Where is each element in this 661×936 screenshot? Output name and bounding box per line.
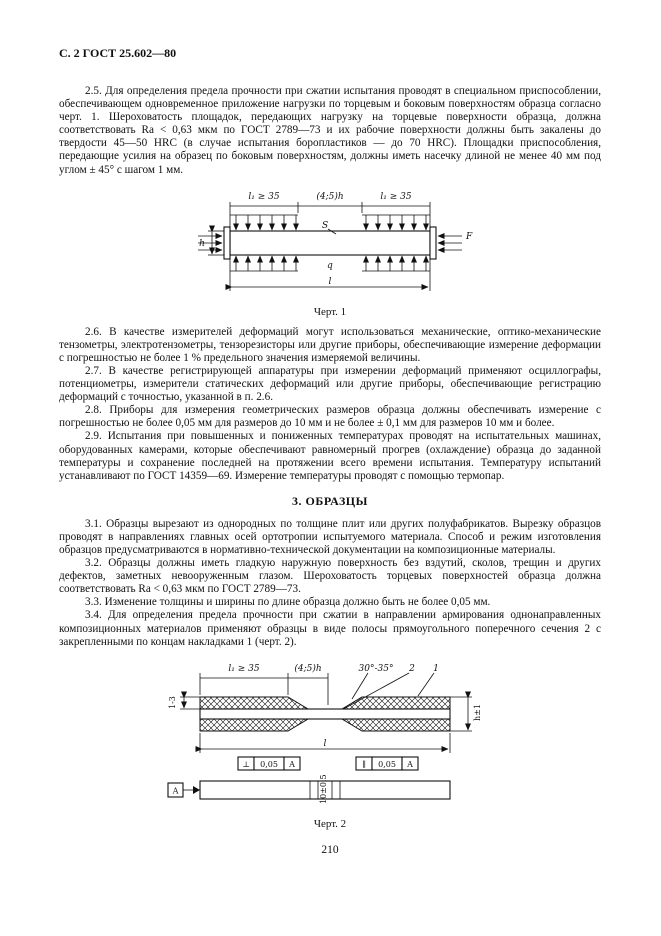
fig2-tolerance-frame-parallel (356, 757, 418, 770)
paragraph-2-8: 2.8. Приборы для измерения геометрических размеров образца должны обеспечивать измерение с погрешностью не более 0,05 мм для размеров до 10 мм и не более ± 0,1 мм для размеров 10 мм и более. (59, 404, 601, 430)
paragraph-2-5: 2.5. Для определения предела прочности при сжатии испытания проводят в специальном приспособлении, обеспечивающем одновременное приложение нагрузки по торцевым и боковым поверхностям образца согласно черт. 1. Шероховатость площадок, передающих нагрузку на торцевые поверхности образца, должна соответствовать Ra < 0,63 мкм по ГОСТ 2789—73 и их рабочие поверхности должны быть закалены до твердости 45—50 HRC (в случае испытания боропластиков — до 70 HRC). Площадки приспособления, передающие усилия на образец по боковым поверхностям, должны иметь насечку длиной не менее 40 мм под углом ± 45° с шагом 1 мм. (59, 85, 601, 176)
fig2-tolerance-frame-perpendicular (238, 757, 300, 770)
page-header: С. 2 ГОСТ 25.602—80 (59, 46, 177, 60)
fig2-datum-label: А (172, 786, 179, 796)
figure-1 (59, 187, 601, 318)
fig1-dim-mid-label: (4;5)h (316, 191, 344, 202)
fig2-part-strip-label: 2 (409, 663, 415, 674)
figure-2-caption: Черт. 2 (313, 817, 347, 830)
fig2-datum (168, 783, 200, 797)
fig1-length-label: l (328, 276, 332, 287)
section-3-title: 3. ОБРАЗЦЫ (292, 493, 368, 508)
figure-1-drawing (180, 187, 480, 299)
fig1-force-label: F (466, 231, 473, 242)
fig2-dim-left-label: l₁ ≥ 35 (228, 663, 260, 674)
fig2-height-dimension (450, 697, 482, 731)
figure-1-caption: Черт. 1 (313, 305, 347, 318)
fig1-dim-left-label: l₁ ≥ 35 (248, 191, 280, 202)
fig2-tol-par-value: 0,05 (378, 759, 396, 769)
fig2-tol-perp-symbol: ⊥ (242, 759, 250, 769)
fig1-dim-right-label: l₁ ≥ 35 (380, 191, 412, 202)
fig2-tol-par-symbol: ∥ (362, 759, 366, 769)
fig1-top-clamp-arrows (230, 215, 430, 230)
fig2-tol-perp-datum: А (288, 759, 296, 769)
fig1-area-label: S (322, 220, 329, 231)
fig2-width-label: 10±0,5 (319, 774, 328, 804)
page-number: 210 (321, 843, 339, 856)
fig2-length-label: l (323, 738, 327, 749)
fig2-dim-mid-label: (4;5)h (294, 663, 322, 674)
paragraph-3-3: 3.3. Изменение толщины и ширины по длине образца должно быть не более 0,05 мм. (85, 596, 491, 609)
fig2-plan-view (200, 774, 450, 804)
fig2-length-dimension (200, 733, 450, 753)
fig1-height-label: h (199, 238, 205, 249)
fig2-specimen (200, 697, 450, 731)
fig2-tab-thickness-dimension (168, 696, 200, 709)
fig2-tab-thickness-label: 1-3 (168, 695, 177, 709)
figure-2-drawing (160, 659, 500, 811)
fig2-angle-label: 30°-35° (358, 663, 394, 674)
paragraph-3-1: 3.1. Образцы вырезают из однородных по толщине плит или других полуфабрикатов. Вырезку образцов проводят в направлениях главных осей ортотропии испытуемого материала. Способ и режим изготовления образцов предусматриваются в нормативно-технической документации на композиционные материалы. (59, 517, 601, 556)
fig2-height-label: h±1 (473, 703, 482, 721)
fig2-part-tab-label: 1 (433, 663, 439, 674)
paragraph-3-4: 3.4. Для определения предела прочности при сжатии в направлении армирования однонаправленных композиционных материалов применяют образцы в виде полосы прямоугольного поперечного сечения 2 с закрепленными по концам накладками 1 (черт. 2). (59, 609, 601, 648)
paragraph-2-6: 2.6. В качестве измерителей деформаций могут использоваться механические, оптико-механические тензометры, электротензометры, тензорезисторы или другие приборы, обеспечивающие измерение деформации с погрешностью не более 1 % предельного значения измеряемой величины. (59, 325, 601, 364)
figure-2 (59, 659, 601, 830)
fig1-notch-label: q (327, 260, 333, 271)
paragraph-2-7: 2.7. В качестве регистрирующей аппаратуры при измерении деформаций применяют осциллографы, потенциометры, измерители статических деформаций или другие приборы, обеспечивающие регистрацию деформаций с точностью, указанной в п. 2.6. (59, 364, 601, 404)
paragraph-3-2: 3.2. Образцы должны иметь гладкую наружную поверхность без вздутий, сколов, трещин и других дефектов, заметных невооруженным глазом. Шероховатость торцевых поверхностей образца должна соответствовать Ra < 0,63 мкм по ГОСТ 2789—73. (59, 557, 601, 596)
fig2-tol-perp-value: 0,05 (260, 759, 278, 769)
paragraph-2-9: 2.9. Испытания при повышенных и пониженных температурах проводят на испытательных машинах, оборудованных камерами, которые обеспечивают равномерный прогрев (охлаждение) образца до заданной температуры и сохранение последней на протяжении всего времени испытания. Температуру испытаний устанавливают по ГОСТ 14359—69. Измерение температуры проводят с помощью термопар. (59, 430, 601, 482)
fig2-tol-par-datum: А (406, 759, 414, 769)
fig1-specimen (224, 227, 436, 259)
